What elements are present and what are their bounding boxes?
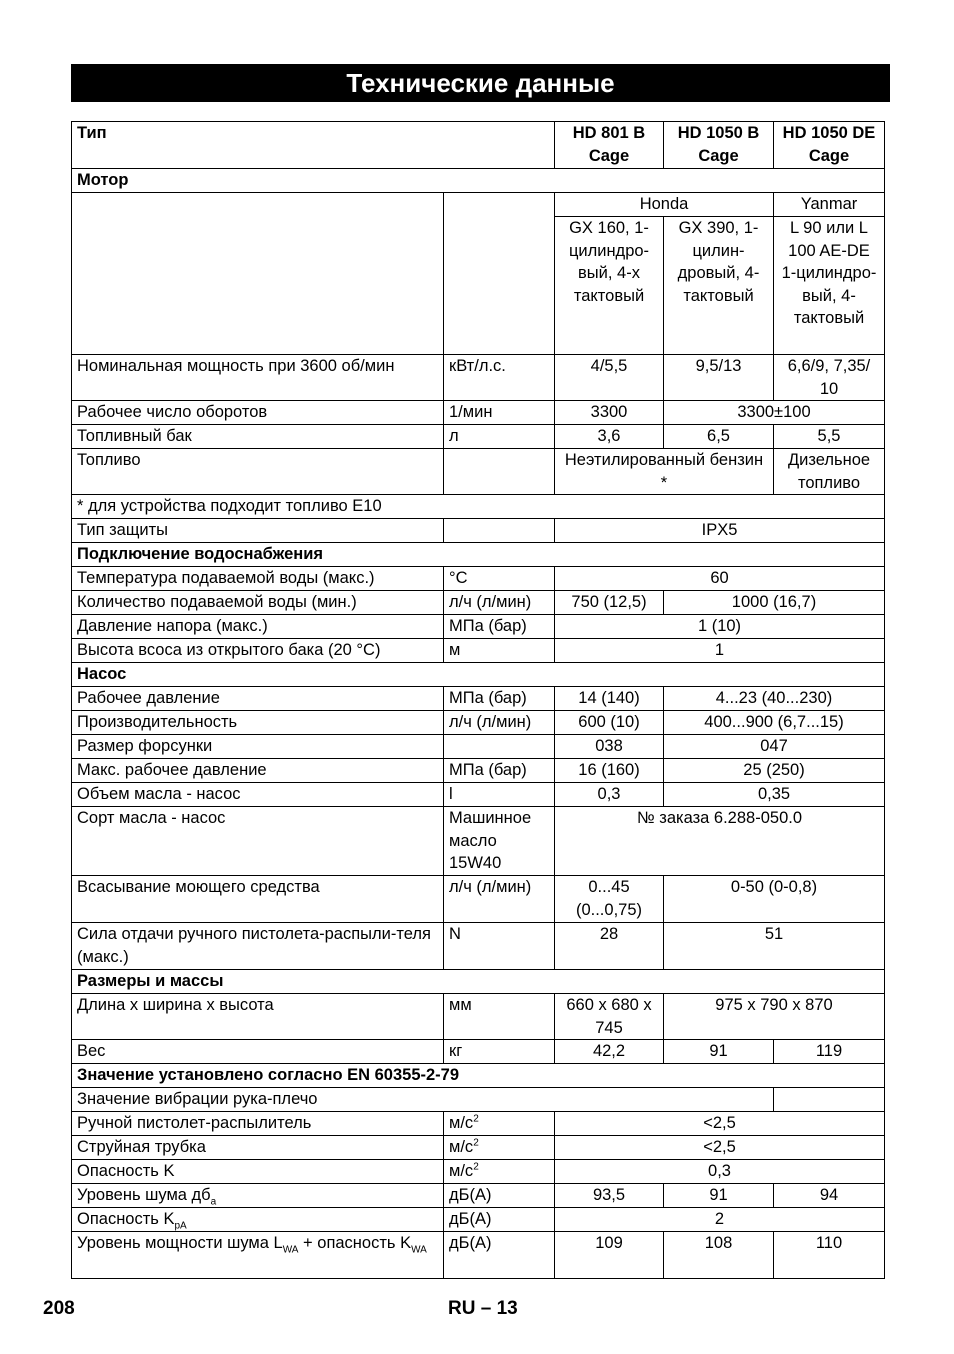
table-row: Номинальная мощность при 3600 об/мин кВт/л.с. 4/5,5 9,5/13 6,6/9, 7,35/ 10 xyxy=(72,355,885,401)
table-row: Тип защиты IPX5 xyxy=(72,519,885,543)
table-row: Макс. рабочее давление МПа (бар) 16 (160) 25 (250) xyxy=(72,759,885,783)
type-label: Тип xyxy=(72,122,555,169)
table-row: Ручной пистолет-распылитель $м/с^2$ <2,5 xyxy=(72,1112,885,1136)
table-row: Сорт масла - насос Машинное масло 15W40 № заказа 6.288-050.0 xyxy=(72,807,885,876)
table-row: Размер форсунки 038 047 xyxy=(72,735,885,759)
table-row: Опасность K $м/с^2$ 0,3 xyxy=(72,1160,885,1184)
brand-yanmar: Yanmar xyxy=(774,193,885,217)
model-hd1050b: HD 1050 B Cage xyxy=(664,122,774,169)
table-row: Длина х ширина х высота мм 660 x 680 x 745 975 x 790 x 870 xyxy=(72,994,885,1040)
page-number: 208 xyxy=(43,1298,75,1319)
page-title: Технические данные xyxy=(71,64,890,102)
brand-honda: Honda xyxy=(555,193,774,217)
table-row: Сила отдачи ручного пистолета-распыли-теля (макс.) N 28 51 xyxy=(72,923,885,970)
section-en: Значение установлено согласно EN 60355-2-79 xyxy=(72,1064,885,1088)
table-row: Опасность $K_{pA}$ дБ(A) 2 xyxy=(72,1208,885,1232)
table-row: Производительность л/ч (л/мин) 600 (10) 400...900 (6,7...15) xyxy=(72,711,885,735)
table-row: Объем масла - насос l 0,3 0,35 xyxy=(72,783,885,807)
table-row: Давление напора (макс.) МПа (бар) 1 (10) xyxy=(72,615,885,639)
table-row: Уровень шума $дб_a$ дБ(A) 93,5 91 94 xyxy=(72,1184,885,1208)
table-row: Высота всоса из открытого бака (20 °C) м 1 xyxy=(72,639,885,663)
model-hd1050de: HD 1050 DE Cage xyxy=(774,122,885,169)
engine-hd1050b: GX 390, 1-цилин-дровый, 4-тактовый xyxy=(664,217,774,355)
table-row: Значение вибрации рука-плечо xyxy=(72,1088,885,1112)
section-motor: Мотор xyxy=(72,169,885,193)
fuel-note-row: * для устройства подходит топливо E10 xyxy=(72,495,885,519)
model-hd801: HD 801 B Cage xyxy=(555,122,664,169)
table-row: Струйная трубка $м/с^2$ <2,5 xyxy=(72,1136,885,1160)
spec-table xyxy=(71,121,885,1279)
table-row: Температура подаваемой воды (макс.) °C 60 xyxy=(72,567,885,591)
table-row: Рабочее число оборотов 1/мин 3300 3300±100 xyxy=(72,401,885,425)
table-row: Всасывание моющего средства л/ч (л/мин) 0...45 (0...0,75) 0-50 (0-0,8) xyxy=(72,876,885,923)
table-row: Топливный бак л 3,6 6,5 5,5 xyxy=(72,425,885,449)
header-row xyxy=(72,122,885,169)
language-page-label: RU – 13 xyxy=(448,1298,518,1319)
table-row: Вес кг 42,2 91 119 xyxy=(72,1040,885,1064)
table-row: Количество подаваемой воды (мин.) л/ч (л/мин) 750 (12,5) 1000 (16,7) xyxy=(72,591,885,615)
section-pump: Насос xyxy=(72,663,885,687)
table-row: Уровень мощности шума $L_{WA}$ + опасность $K_{WA}$ дБ(A) 109 108 110 xyxy=(72,1232,885,1279)
engine-hd1050de: L 90 или L 100 AE-DE 1-цилиндро-вый, 4-тактовый xyxy=(774,217,885,355)
table-row xyxy=(72,193,885,217)
table-row: Рабочее давление МПа (бар) 14 (140) 4...23 (40...230) xyxy=(72,687,885,711)
section-water: Подключение водоснабжения xyxy=(72,543,885,567)
table-row: Топливо Неэтилированный бензин * Дизельное топливо xyxy=(72,449,885,495)
engine-hd801: GX 160, 1-цилиндро-вый, 4-х тактовый xyxy=(555,217,664,355)
section-dimensions: Размеры и массы xyxy=(72,970,885,994)
